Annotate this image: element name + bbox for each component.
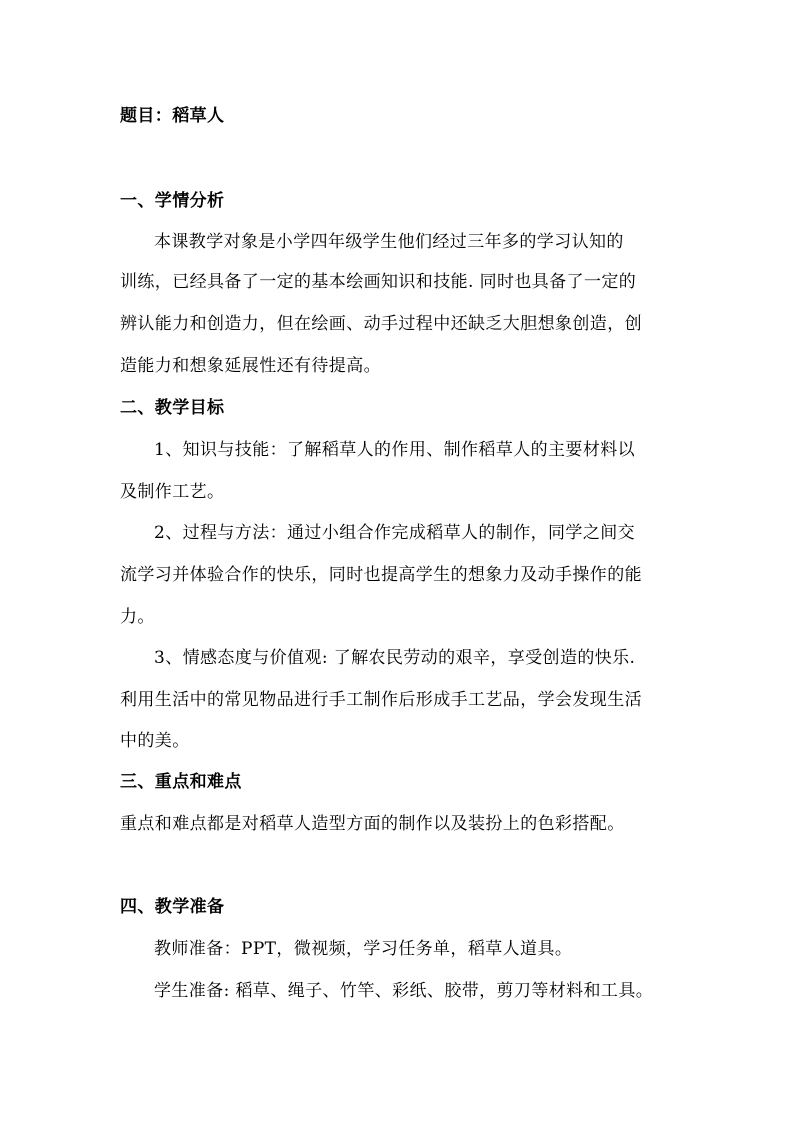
paragraph-line: 辨认能力和创造力，但在绘画、动手过程中还缺乏大胆想象创造，创 (120, 314, 642, 334)
paragraph-line: 力。 (120, 607, 155, 627)
section-heading-teaching-goals: 二、教学目标 (120, 398, 225, 418)
paragraph-line: 教师准备：PPT，微视频，学习任务单，稻草人道具。 (154, 939, 573, 959)
section-heading-preparation: 四、教学准备 (120, 897, 225, 917)
paragraph-line: 重点和难点都是对稻草人造型方面的制作以及装扮上的色彩搭配。 (120, 814, 625, 834)
section-heading-learner-analysis: 一、学情分析 (120, 191, 225, 211)
section-heading-key-points: 三、重点和难点 (120, 772, 242, 792)
paragraph-line: 3、情感态度与价值观: 了解农民劳动的艰辛，享受创造的快乐. (154, 648, 636, 668)
paragraph-line: 利用生活中的常见物品进行手工制作后形成手工艺品，学会发现生活 (120, 690, 642, 710)
paragraph-line: 本课教学对象是小学四年级学生他们经过三年多的学习认知的 (154, 232, 624, 252)
paragraph-line: 中的美。 (120, 731, 190, 751)
paragraph-line: 1、知识与技能：了解稻草人的作用、制作稻草人的主要材料以 (154, 440, 636, 460)
paragraph-line: 及制作工艺。 (120, 482, 225, 502)
paragraph-line: 造能力和想象延展性还有待提高。 (120, 356, 381, 376)
document-title: 题目：稻草人 (120, 106, 225, 126)
paragraph-line: 学生准备: 稻草、绳子、竹竿、彩纸、胶带，剪刀等材料和工具。 (154, 981, 654, 1001)
paragraph-line: 流学习并体验合作的快乐，同时也提高学生的想象力及动手操作的能 (120, 565, 642, 585)
paragraph-line: 训练，已经具备了一定的基本绘画知识和技能. 同时也具备了一定的 (120, 272, 637, 292)
paragraph-line: 2、过程与方法：通过小组合作完成稻草人的制作，同学之间交 (154, 523, 636, 543)
